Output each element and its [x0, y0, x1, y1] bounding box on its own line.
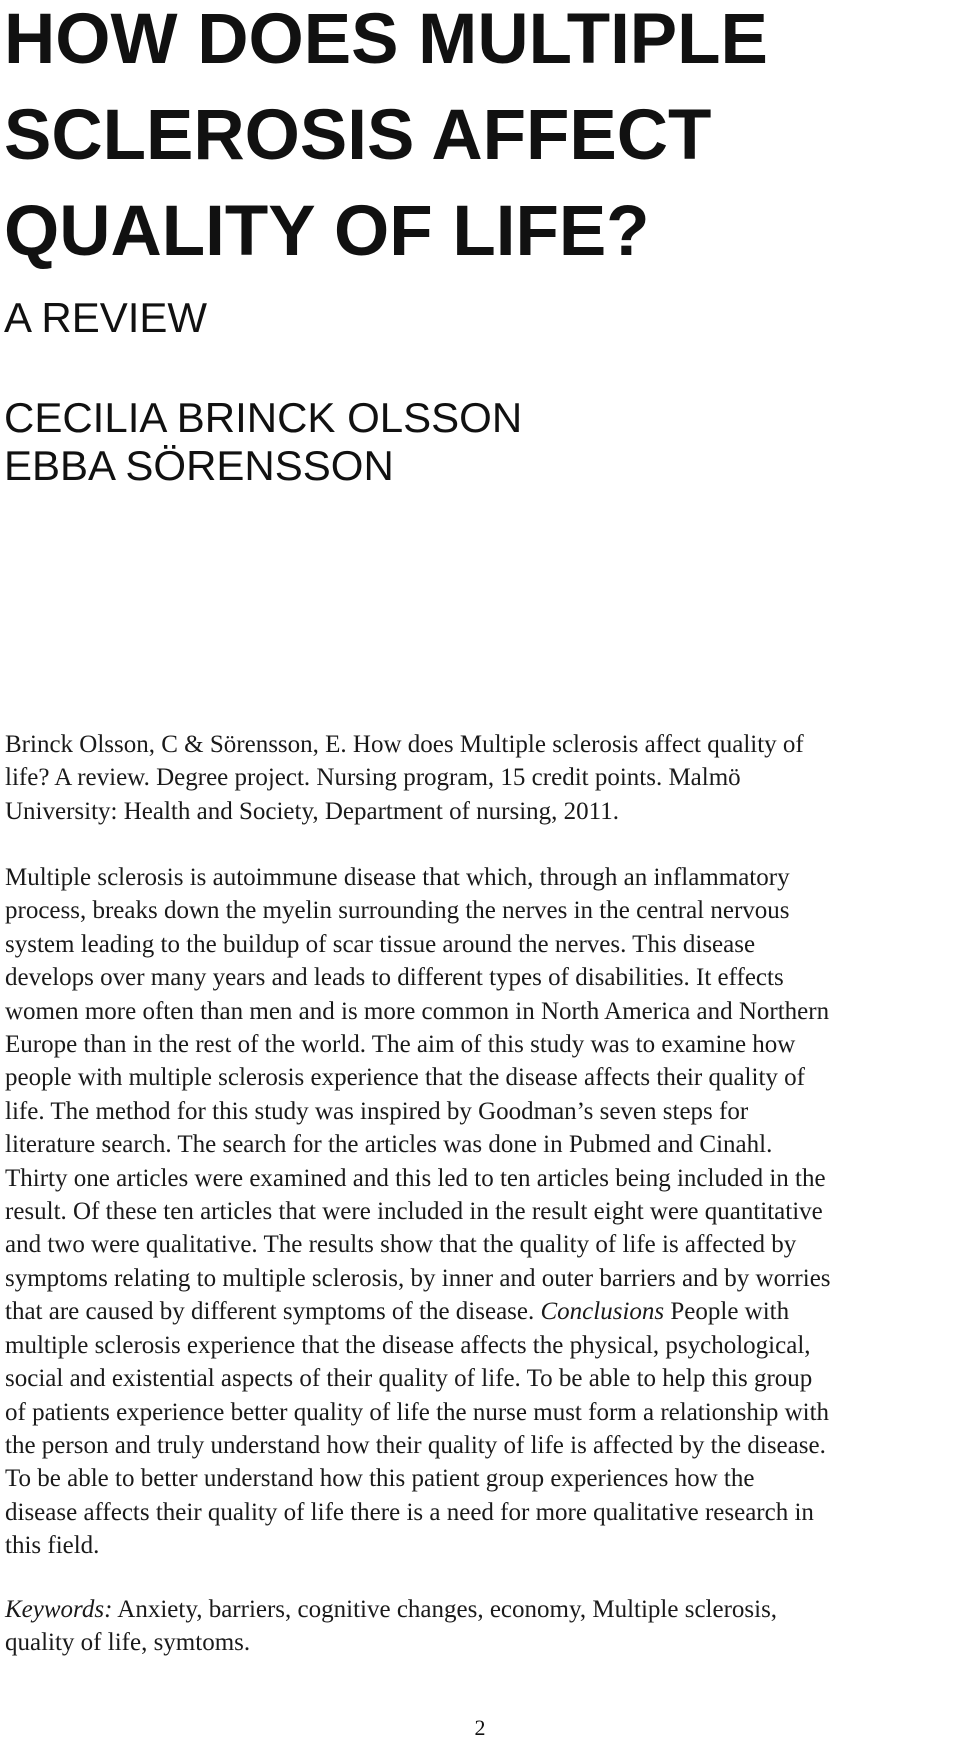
- abstract-line: symptoms relating to multiple sclerosis, by inner and outer barriers and by worries: [5, 1264, 831, 1292]
- abstract-line: and two were qualitative. The results show that the quality of life is affected by: [5, 1231, 797, 1259]
- abstract-line: of patients experience better quality of life the nurse must form a relationship with: [5, 1398, 830, 1426]
- abstract-line: Europe than in the rest of the world. The aim of this study was to examine how: [5, 1031, 796, 1059]
- title-line: HOW DOES MULTIPLE: [4, 0, 768, 79]
- keywords-line: quality of life, symtoms.: [5, 1629, 251, 1657]
- title-line: SCLEROSIS AFFECT: [4, 96, 712, 175]
- abstract-line: literature search. The search for the articles was done in Pubmed and Cinahl.: [5, 1131, 773, 1159]
- author-list: [4, 394, 522, 490]
- abstract-line: multiple sclerosis experience that the disease affects the physical, psychological,: [5, 1331, 811, 1359]
- keywords-paragraph: [5, 1593, 960, 1660]
- abstract-line: life. The method for this study was inspired by Goodman’s seven steps for: [5, 1097, 749, 1125]
- citation-paragraph: [5, 728, 960, 828]
- citation-line: life? A review. Degree project. Nursing program, 15 credit points. Malmö: [5, 764, 741, 792]
- abstract-line: develops over many years and leads to different types of disabilities. It effects: [5, 964, 784, 992]
- abstract-line: process, breaks down the myelin surrounding the nerves in the central nervous: [5, 897, 790, 925]
- abstract-line: disease affects their quality of life there is a need for more qualitative research in: [5, 1498, 814, 1526]
- abstract-text: that are caused by different symptoms of the disease.: [5, 1298, 541, 1326]
- abstract-line: To be able to better understand how this patient group experiences how the: [5, 1465, 755, 1493]
- citation-line: University: Health and Society, Department of nursing, 2011.: [5, 797, 619, 825]
- abstract-line: social and existential aspects of their quality of life. To be able to help this group: [5, 1365, 813, 1393]
- keywords-text: Anxiety, barriers, cognitive changes, economy, Multiple sclerosis,: [112, 1596, 778, 1623]
- document-title: [4, 0, 944, 280]
- author-name: EBBA SÖRENSSON: [4, 442, 394, 489]
- title-line: QUALITY OF LIFE?: [4, 192, 650, 271]
- abstract-line: women more often than men and is more common in North America and Northern: [5, 997, 830, 1025]
- abstract-line: result. Of these ten articles that were included in the result eight were quantitative: [5, 1198, 823, 1226]
- conclusions-heading: Conclusions: [540, 1298, 665, 1326]
- abstract-line: Thirty one articles were examined and this led to ten articles being included in the: [5, 1164, 826, 1192]
- document-subtitle: A REVIEW: [4, 294, 208, 341]
- abstract-text: People with: [664, 1298, 790, 1326]
- abstract-line: Multiple sclerosis is autoimmune disease that which, through an inflammatory: [5, 864, 790, 891]
- keywords-label: Keywords:: [5, 1596, 113, 1623]
- author-name: CECILIA BRINCK OLSSON: [4, 394, 523, 441]
- abstract-line: [5, 1295, 960, 1328]
- abstract-line: this field.: [5, 1532, 100, 1560]
- abstract-line: people with multiple sclerosis experience that the disease affects their quality of: [5, 1064, 805, 1092]
- keywords-line: [5, 1593, 960, 1626]
- abstract-line: the person and truly understand how their quality of life is affected by the disease.: [5, 1431, 826, 1459]
- citation-line: Brinck Olsson, C & Sörensson, E. How does Multiple sclerosis affect quality of: [5, 731, 804, 758]
- page-number: 2: [474, 1715, 486, 1740]
- abstract-paragraph: [5, 861, 960, 1563]
- abstract-line: system leading to the buildup of scar tissue around the nerves. This disease: [5, 930, 756, 958]
